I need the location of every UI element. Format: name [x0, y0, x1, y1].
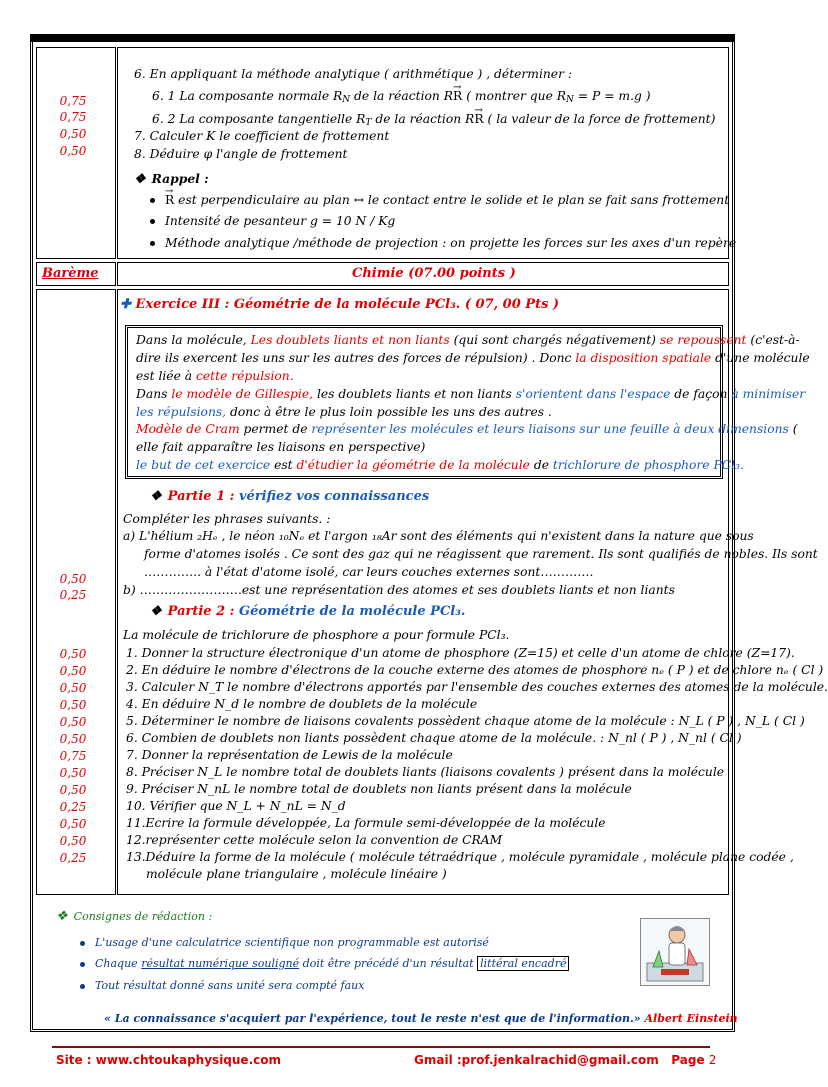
scientist-icon [641, 919, 709, 985]
p2-question-4: 4. En déduire N_d le nombre de doublets de la molécule [126, 697, 478, 711]
partie-2-intro: La molécule de trichlorure de phosphore a pour formule PCl₃. [123, 628, 510, 642]
consignes-title: ❖ Consignes de rédaction : [56, 909, 213, 924]
score-p2-7: 0,75 [59, 749, 87, 763]
p2-question-11: 11.Ecrire la formule développée, La formule semi-développée de la molécule [126, 816, 606, 830]
p2-question-5: 5. Déterminer le nombre de liaisons covalents possèdent chaque atome de la molécule : N_L ( P ) , N_L ( Cl ) [126, 714, 805, 728]
intro-line-8: le but de cet exercice est d'étudier la géométrie de la molécule de trichlorure de phosphore PCl₃. [136, 458, 744, 472]
consigne-3: Tout résultat donné sans unité sera compté faux [80, 977, 364, 994]
question-6-1: 6. 1 La composante normale $R_N$ de la réaction R→ R ( montrer que $R_N = P = m.g$ ) [152, 88, 651, 109]
partie-1-intro: Compléter les phrases suivants. : [123, 512, 331, 526]
bullet-icon [80, 984, 85, 989]
rappel-3: Méthode analytique /méthode de projection : on projette les forces sur les axes d'un repère [150, 235, 736, 252]
partie-1-a: a) L'hélium ₂Hₑ , le néon ₁₀Nₑ et l'argon ₁₈Ar sont des éléments qui n'existent dans la nature que sous [123, 529, 754, 543]
partie-1-d: b) …………………….est une représentation des atomes et ses doublets liants et non liants [123, 583, 675, 597]
score-4: 0,50 [59, 144, 87, 158]
score-p2-10: 0,25 [59, 800, 87, 814]
consigne-2: Chaque résultat numérique souligné doit être précédé d'un résultat littéral encadré [80, 955, 569, 972]
rappel-2: Intensité de pesanteur g = 10 N / Kg [150, 213, 395, 230]
question-6: 6. En appliquant la méthode analytique ( arithmétique ) , déterminer : [134, 67, 573, 81]
footer-rule [52, 1046, 710, 1048]
bullet-icon [150, 241, 155, 246]
p2-question-13b: molécule plane triangulaire , molécule linéaire ) [146, 867, 447, 881]
score-p2-9: 0,50 [59, 783, 87, 797]
partie-2-title: ❖ Partie 2 : Géométrie de la molécule PCl₃. [150, 604, 466, 619]
score-3: 0,50 [59, 127, 87, 141]
footer-gmail: Gmail :prof.jenkalrachid@gmail.com Page 2 [414, 1053, 717, 1067]
question-6-2: 6. 2 La composante tangentielle $R_T$ de la réaction R→ R ( la valeur de la force de frottement) [152, 111, 715, 132]
p2-question-13: 13.Déduire la forme de la molécule ( molécule tétraédrique , molécule pyramidale , molécule plane codée , [126, 850, 794, 864]
diamond-icon: ❖ [150, 604, 162, 619]
rappel-heading: ❖ Rappel : [134, 171, 209, 187]
intro-line-7: elle fait apparaître les liaisons en perspective) [136, 440, 426, 454]
scientist-illustration [640, 918, 710, 986]
score-1: 0,75 [59, 94, 87, 108]
bullet-icon [150, 198, 155, 203]
intro-line-4: Dans le modèle de Gillespie, les doublets liants et non liants s'orientent dans l'espace de façon à minimiser [136, 387, 806, 401]
partie-1-b: forme d'atomes isolés . Ce sont des gaz qui ne réagissent que rarement. Ils sont qualifiés de nobles. Ils sont [144, 547, 818, 561]
p2-question-9: 9. Préciser N_nL le nombre total de doublets non liants présent dans la molécule [126, 782, 632, 796]
bullet-icon [150, 219, 155, 224]
bullet-icon [80, 941, 85, 946]
diamond-icon: ❖ [56, 909, 68, 924]
top-bar [30, 34, 735, 42]
pin-icon: ✚ [120, 297, 131, 312]
p2-question-6: 6. Combien de doublets non liants possèdent chaque atome de la molécule. : N_nl ( P ) , N_nl ( Cl ) [126, 731, 742, 745]
rappel-1: → R est perpendiculaire au plan ↔ le contact entre le solide et le plan se fait sans frottement [150, 192, 729, 209]
consigne-1: L'usage d'une calculatrice scientifique non programmable est autorisé [80, 934, 489, 951]
bullet-icon [80, 962, 85, 967]
intro-line-1: Dans la molécule, Les doublets liants et non liants (qui sont chargés négativement) se repoussent (c'est-à- [136, 333, 800, 347]
score-2: 0,75 [59, 110, 87, 124]
diamond-icon: ❖ [150, 489, 162, 504]
p2-question-7: 7. Donner la représentation de Lewis de la molécule [126, 748, 453, 762]
question-7: 7. Calculer K le coefficient de frottement [134, 129, 390, 143]
p2-question-3: 3. Calculer N_T le nombre d'électrons apportés par l'ensemble des couches externes des atomes de la molécule. [126, 680, 828, 694]
partie-1-title: ❖ Partie 1 : vérifiez vos connaissances [150, 489, 430, 504]
chimie-title: Chimie (07.00 points ) [352, 266, 516, 281]
score-p2-6: 0,50 [59, 732, 87, 746]
p2-question-12: 12.représenter cette molécule selon la convention de CRAM [126, 833, 503, 847]
score-p2-2: 0,50 [59, 664, 87, 678]
score-p2-12: 0,50 [59, 834, 87, 848]
diamond-icon: ❖ [134, 172, 146, 187]
p2-question-1: 1. Donner la structure électronique d'un atome de phosphore (Z=15) et celle d'un atome de chlore (Z=17). [126, 646, 795, 660]
question-8: 8. Déduire φ l'angle de frottement [134, 147, 348, 161]
intro-line-2: dire ils exercent les uns sur les autres des forces de répulsion) . Donc la disposition spatiale d'une molécule [136, 351, 810, 365]
footer-site: Site : www.chtoukaphysique.com [56, 1053, 281, 1067]
bareme-label: Barème [42, 266, 99, 281]
score-p1-1: 0,50 [59, 572, 87, 586]
score-p2-13: 0,25 [59, 851, 87, 865]
intro-line-3: est liée à cette répulsion. [136, 369, 294, 383]
score-p2-1: 0,50 [59, 647, 87, 661]
score-p2-5: 0,50 [59, 715, 87, 729]
score-p1-2: 0,25 [59, 588, 87, 602]
p2-question-2: 2. En déduire le nombre d'électrons de la couche externe des atomes de phosphore nₑ ( P ) et de chlore nₑ ( Cl ) [126, 663, 824, 677]
score-p2-11: 0,50 [59, 817, 87, 831]
score-p2-4: 0,50 [59, 698, 87, 712]
partie-1-c: ………….. à l'état d'atome isolé, car leurs couches externes sont…………. [144, 565, 594, 579]
quote: « La connaissance s'acquiert par l'expérience, tout le reste n'est que de l'information.» Albert Einstein [104, 1012, 738, 1025]
p2-question-8: 8. Préciser N_L le nombre total de doublets liants (liaisons covalents ) présent dans la molécule [126, 765, 725, 779]
score-p2-3: 0,50 [59, 681, 87, 695]
p2-question-10: 10. Vérifier que N_L + N_nL = N_d [126, 799, 346, 813]
intro-line-6: Modèle de Cram permet de représenter les molécules et leurs liaisons sur une feuille à deux dimensions ( [136, 422, 798, 436]
exercice-title: ✚ Exercice III : Géométrie de la molécule PCl₃. ( 07, 00 Pts ) [120, 297, 560, 312]
intro-line-5: les répulsions, donc à être le plus loin possible les uns des autres . [136, 405, 552, 419]
score-p2-8: 0,50 [59, 766, 87, 780]
